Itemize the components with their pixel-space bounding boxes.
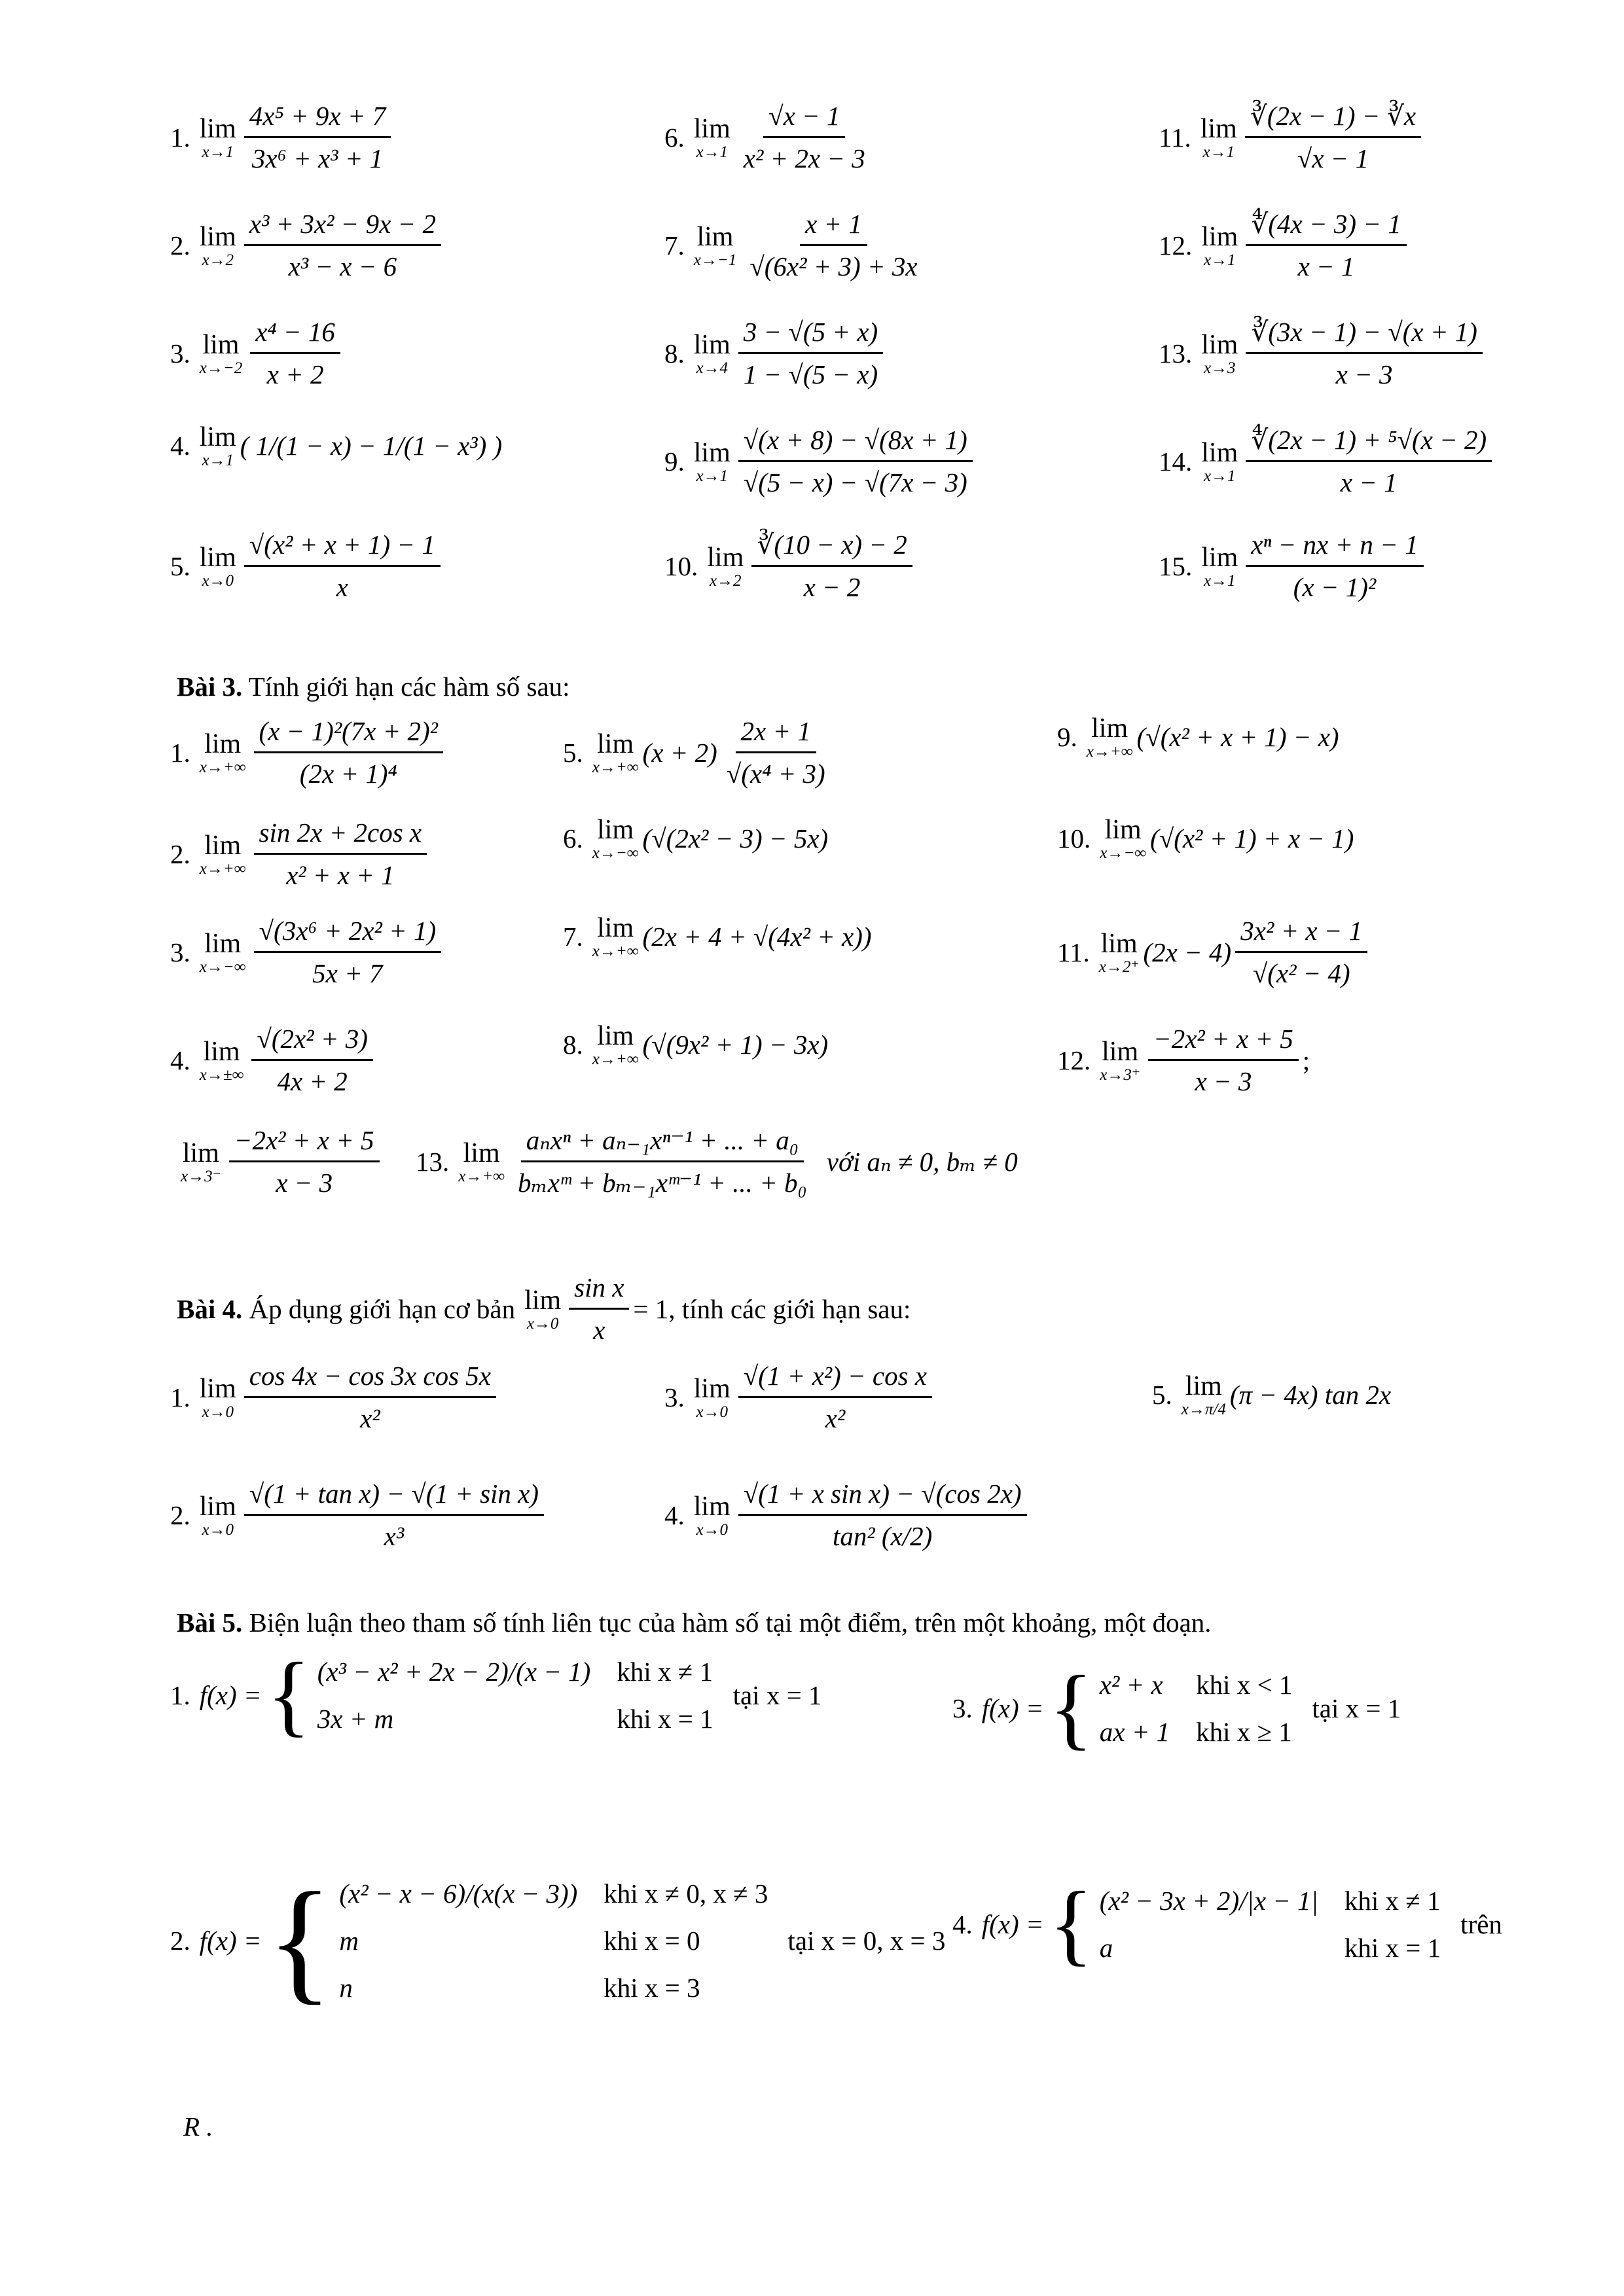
sec2-item-4-lim: lim x→1 [199, 422, 236, 469]
bai5-item-2-case-2-cond: khi x = 0 [604, 1926, 700, 1956]
bai4-item-4-numerator: √(1 + x sin x) − √(cos 2x) [738, 1476, 1027, 1516]
bai5-item-2 [170, 1865, 946, 2017]
sec2-item-13-denominator: x − 3 [1335, 359, 1393, 389]
bai3-extra-limit-sub: x→3⁻ [181, 1167, 221, 1185]
bai4-item-2 [170, 1476, 548, 1554]
bai3-item-6-label: 6. [563, 823, 583, 853]
sec2-item-4-label: 4. [170, 431, 190, 461]
sec2-item-10-label: 10. [664, 550, 698, 581]
bai3-item-13-denominator: bₘxᵐ + bₘ₋₁xᵐ⁻¹ + ... + b₀ [518, 1168, 807, 1198]
bai3-item-13-condition: với aₙ ≠ 0, bₘ ≠ 0 [826, 1146, 1018, 1177]
sec2-item-1-lim: lim x→1 [199, 113, 236, 161]
bai3-item-7-sub: x→+∞ [592, 942, 639, 960]
sec2-item-9-sub: x→1 [696, 467, 729, 485]
sec2-item-5-lim: lim x→0 [199, 542, 236, 590]
bai4-text2: , tính các giới hạn sau: [668, 1293, 911, 1324]
bai4-item-3-label: 3. [664, 1382, 685, 1412]
bai4-item-3 [664, 1358, 936, 1436]
bai3-item-11-denominator: √(x² − 4) [1252, 958, 1350, 988]
sec2-item-2-denominator: x³ − x − 6 [288, 251, 397, 281]
sec2-item-2-label: 2. [170, 230, 190, 260]
bai5-title: Bài 5. [177, 1607, 243, 1638]
bai3-item-12-denominator: x − 3 [1195, 1066, 1252, 1096]
bai3-item-2-numerator: sin 2x + 2cos x [254, 815, 427, 855]
bai5-item-1-case-1-cond: khi x ≠ 1 [617, 1657, 713, 1687]
bai3-item-10 [1057, 815, 1354, 862]
bai3-item-13-sub: x→+∞ [458, 1167, 505, 1185]
bai5-item-2-label: 2. [170, 1926, 190, 1956]
sec2-item-10-lim: lim x→2 [707, 542, 744, 590]
bai4-item-4-sub: x→0 [696, 1520, 729, 1539]
bai4-item-5-lim: lim x→π/4 [1181, 1371, 1226, 1418]
sec2-item-6-fraction [738, 98, 871, 176]
bai4-item-1-lim: lim x→0 [199, 1373, 236, 1421]
bai3-item-1-fraction [254, 713, 443, 791]
bai3-item-3-fraction [254, 913, 442, 991]
sec2-item-14 [1159, 422, 1496, 500]
sec2-item-10 [664, 527, 916, 605]
bai3-extra-limit-fraction [229, 1122, 380, 1200]
bai3-item-6-lim: lim x→−∞ [592, 815, 639, 862]
bai4-basic-limit: lim x→0 [524, 1285, 562, 1333]
bai3-item-3-numerator: √(3x⁶ + 2x² + 1) [254, 913, 442, 953]
sec2-item-5 [170, 527, 444, 605]
sec2-item-9-label: 9. [664, 446, 685, 476]
bai5-item-3-at: tại x = 1 [1312, 1693, 1401, 1723]
bai4-item-1 [170, 1358, 500, 1436]
bai3-heading [177, 671, 570, 702]
sec2-item-1-fraction [244, 98, 391, 176]
sec2-item-9-lim: lim x→1 [693, 437, 731, 485]
sec2-item-14-sub: x→1 [1203, 467, 1236, 485]
bai4-item-4-denominator: tan² (x/2) [832, 1521, 933, 1551]
bai4-title: Bài 4. [177, 1293, 243, 1324]
bai3-item-8-sub: x→+∞ [592, 1050, 639, 1068]
bai5-item-1-case-2-expr: 3x + m [317, 1704, 394, 1734]
bai5-item-1-case-1-expr: (x³ − x² + 2x − 2)/(x − 1) [317, 1657, 591, 1687]
sec2-item-13-numerator: ∛(3x − 1) − √(x + 1) [1246, 314, 1483, 354]
bai3-item-9-expression: (√(x² + x + 1) − x) [1136, 722, 1339, 752]
bai3-item-10-sub: x→−∞ [1100, 844, 1147, 862]
bai4-item-3-lim: lim x→0 [693, 1373, 731, 1421]
bai5-item-3 [952, 1657, 1401, 1759]
sec2-item-12-denominator: x − 1 [1297, 251, 1355, 281]
bai3-item-11-fraction [1235, 913, 1367, 991]
sec2-item-7-sub: x→−1 [693, 251, 737, 269]
sec2-item-7-lim: lim x→−1 [693, 221, 737, 269]
bai5-item-2-case-1-expr: (x² − x − 6)/(x(x − 3)) [339, 1878, 578, 1909]
sec2-item-11-label: 11. [1159, 122, 1191, 152]
bai3-item-3-sub: x→−∞ [199, 958, 246, 976]
sec2-item-6-numerator: √x − 1 [763, 98, 845, 138]
sec2-item-9-numerator: √(x + 8) − √(8x + 1) [738, 422, 973, 462]
bai4-item-1-fraction [244, 1358, 496, 1436]
bai5-item-2-case-1-cond: khi x ≠ 0, x ≠ 3 [604, 1878, 768, 1909]
sec2-item-10-numerator: ∛(10 − x) − 2 [751, 527, 912, 567]
sec2-item-11 [1159, 98, 1425, 176]
bai4-item-2-label: 2. [170, 1499, 190, 1530]
bai3-item-8 [563, 1021, 828, 1068]
sec2-item-12 [1159, 206, 1411, 284]
bai3-item-10-lim: lim x→−∞ [1100, 815, 1147, 862]
bai4-item-4 [664, 1476, 1031, 1554]
bai3-item-8-lim: lim x→+∞ [592, 1021, 639, 1068]
sec2-item-4-expression: ( 1/(1 − x) − 1/(1 − x³) ) [240, 431, 503, 461]
sec2-item-10-sub: x→2 [709, 571, 742, 590]
sec2-item-7-label: 7. [664, 230, 685, 260]
sec2-item-1-sub: x→1 [202, 143, 234, 161]
bai3-item-4-lim: lim x→±∞ [199, 1036, 244, 1084]
bai3-item-2-fraction [254, 815, 427, 893]
sec2-item-8-label: 8. [664, 338, 685, 368]
sec2-item-11-fraction [1245, 98, 1421, 176]
bai5-item-3-brace: { [1049, 1657, 1093, 1759]
sec2-item-7-denominator: √(6x² + 3) + 3x [749, 251, 918, 281]
sec2-item-3-numerator: x⁴ − 16 [250, 314, 340, 354]
bai3-item-5-lim: lim x→+∞ [592, 728, 639, 776]
sec2-item-6-sub: x→1 [696, 143, 729, 161]
sec2-item-14-fraction [1246, 422, 1492, 500]
bai3-item-6-expression: (√(2x² − 3) − 5x) [642, 823, 829, 853]
bai4-item-2-denominator: x³ [384, 1521, 405, 1551]
sec2-item-8-fraction [738, 314, 883, 392]
sec2-item-1-numerator: 4x⁵ + 9x + 7 [244, 98, 391, 138]
sec2-item-10-fraction [751, 527, 912, 605]
sec2-item-13-fraction [1246, 314, 1483, 392]
sec2-item-11-denominator: √x − 1 [1297, 143, 1369, 173]
bai5-item-1-label: 1. [170, 1680, 190, 1710]
sec2-item-3-fraction [250, 314, 340, 392]
bai3-item-3-label: 3. [170, 937, 190, 967]
sec2-item-13-sub: x→3 [1203, 359, 1236, 377]
sec2-item-15-fraction [1246, 527, 1423, 605]
sec2-item-7 [664, 206, 927, 284]
bai5-item-2-case-3-expr: n [339, 1973, 353, 2003]
sec2-item-1-denominator: 3x⁶ + x³ + 1 [251, 143, 384, 173]
bai3-item-12-sub: x→3⁺ [1100, 1066, 1141, 1084]
bai5-item-4 [952, 1873, 1502, 1975]
bai3-item-13-label: 13. [416, 1146, 450, 1177]
sec2-item-5-fraction [244, 527, 441, 605]
bai3-item-5-fraction [721, 713, 831, 791]
sec2-item-7-fraction [744, 206, 922, 284]
sec2-item-13-lim: lim x→3 [1201, 329, 1238, 377]
bai3-item-12-fraction [1148, 1021, 1299, 1099]
sec2-item-1 [170, 98, 395, 176]
bai3-item-9-lim: lim x→+∞ [1086, 713, 1133, 761]
bai3-item-3 [170, 913, 445, 991]
bai4-item-3-fraction [738, 1358, 932, 1436]
bai3-extra-limit [171, 1122, 384, 1200]
bai3-item-3-denominator: 5x + 7 [312, 958, 383, 988]
bai3-item-11-label: 11. [1057, 937, 1090, 967]
bai3-item-5-sub: x→+∞ [592, 758, 639, 776]
bai3-item-8-label: 8. [563, 1030, 583, 1060]
sec2-item-6-label: 6. [664, 122, 685, 152]
bai4-item-2-sub: x→0 [202, 1520, 234, 1539]
sec2-item-11-sub: x→1 [1202, 143, 1235, 161]
bai5-item-2-at: tại x = 0, x = 3 [787, 1926, 946, 1956]
bai4-item-4-lim: lim x→0 [693, 1491, 731, 1539]
bai5-item-4-lhs: f(x) = [981, 1909, 1044, 1939]
bai3-item-4 [170, 1021, 377, 1099]
sec2-item-12-fraction [1246, 206, 1406, 284]
bai4-item-3-denominator: x² [825, 1403, 846, 1433]
bai5-item-4-at: trên [1460, 1909, 1502, 1939]
bai5-item-4-case-1-cond: khi x ≠ 1 [1344, 1886, 1441, 1916]
bai3-item-5-numerator: 2x + 1 [736, 713, 816, 753]
bai4-item-5-sub: x→π/4 [1181, 1401, 1226, 1418]
bai4-item-5 [1152, 1371, 1391, 1418]
bai3-item-10-expression: (√(x² + 1) + x − 1) [1150, 823, 1354, 853]
bai4-basic-fraction: $\frac{\text{sin x}}{x}$ [569, 1270, 629, 1348]
bai3-item-1-denominator: (2x + 1)⁴ [299, 759, 397, 789]
sec2-item-2-sub: x→2 [202, 251, 234, 269]
sec2-item-12-lim: lim x→1 [1201, 221, 1238, 269]
bai3-extra-limit-lim: lim x→3⁻ [181, 1138, 221, 1185]
bai4-heading [177, 1270, 911, 1348]
sec2-item-15-denominator: (x − 1)² [1293, 572, 1377, 602]
bai3-item-5 [563, 713, 835, 791]
bai3-item-4-denominator: 4x + 2 [277, 1066, 348, 1096]
bai3-item-2-label: 2. [170, 838, 190, 869]
sec2-item-2-lim: lim x→2 [199, 221, 236, 269]
bai3-item-7-expression: (2x + 4 + √(4x² + x)) [642, 922, 872, 952]
bai5-item-2-brace: { [266, 1865, 333, 2017]
bai3-item-2-denominator: x² + x + 1 [286, 860, 395, 890]
sec2-item-11-lim: lim x→1 [1200, 113, 1237, 161]
bai3-item-5-prefactor: (x + 2) [642, 737, 717, 768]
bai3-text: Tính giới hạn các hàm số sau: [248, 672, 570, 702]
bai5-item-3-case-1-cond: khi x < 1 [1196, 1670, 1293, 1700]
bai3-item-7-lim: lim x→+∞ [592, 913, 639, 960]
bai3-item-5-label: 5. [563, 737, 583, 768]
bai4-item-3-sub: x→0 [696, 1403, 729, 1421]
bai5-item-3-case-1-expr: x² + x [1099, 1670, 1163, 1700]
bai5-heading [177, 1607, 1212, 1638]
sec2-item-6-lim: lim x→1 [693, 113, 731, 161]
bai3-item-4-numerator: √(2x² + 3) [251, 1021, 372, 1061]
bai5-item-3-label: 3. [952, 1693, 973, 1723]
sec2-item-15 [1159, 527, 1428, 605]
bai5-item-3-cases [1100, 1669, 1293, 1748]
bai3-item-1-label: 1. [170, 737, 190, 768]
bai4-item-4-label: 4. [664, 1499, 685, 1530]
bai5-item-2-case-2-expr: m [339, 1926, 359, 1956]
sec2-item-14-numerator: ∜(2x − 1) + ⁵√(x − 2) [1246, 422, 1492, 462]
sec2-item-9-denominator: √(5 − x) − √(7x − 3) [743, 467, 967, 497]
bai5-item-2-case-3-cond: khi x = 3 [604, 1973, 700, 2003]
bai4-item-5-label: 5. [1152, 1380, 1172, 1410]
sec2-item-4-sub: x→1 [202, 452, 234, 469]
bai3-item-2 [170, 815, 431, 893]
bai3-item-5-denominator: √(x⁴ + 3) [726, 759, 825, 789]
sec2-item-15-sub: x→1 [1203, 571, 1236, 590]
sec2-item-8-lim: lim x→4 [693, 329, 731, 377]
sec2-item-9 [664, 422, 977, 500]
bai3-item-1-numerator: (x − 1)²(7x + 2)² [254, 713, 443, 753]
bai5-item-4-case-2-expr: a [1099, 1933, 1113, 1963]
bai3-item-8-expression: (√(9x² + 1) − 3x) [642, 1030, 829, 1060]
bai5-item-1-at: tại x = 1 [732, 1680, 822, 1710]
bai4-item-1-label: 1. [170, 1382, 190, 1412]
bai4-item-2-fraction [244, 1476, 544, 1554]
bai3-item-7 [563, 913, 872, 960]
sec2-item-9-fraction [738, 422, 973, 500]
bai3-item-3-lim: lim x→−∞ [199, 928, 246, 976]
bai5-item-1-case-2-cond: khi x = 1 [617, 1704, 713, 1734]
sec2-item-10-denominator: x − 2 [803, 572, 861, 602]
sec2-item-2-fraction [244, 206, 441, 284]
sec2-item-2-numerator: x³ + 3x² − 9x − 2 [244, 206, 441, 246]
bai5-item-4-case-2-cond: khi x = 1 [1344, 1933, 1441, 1963]
sec2-item-3-label: 3. [170, 338, 190, 368]
bai3-item-11-sub: x→2⁺ [1098, 958, 1140, 976]
bai5-item-3-case-2-expr: ax + 1 [1099, 1717, 1170, 1747]
bai5-item-1-cases [317, 1656, 713, 1734]
bai4-item-4-fraction [738, 1476, 1027, 1554]
bai4-item-2-numerator: √(1 + tan x) − √(1 + sin x) [244, 1476, 544, 1516]
bai3-item-11-prefactor: (2x − 4) [1143, 937, 1232, 967]
bai3-item-12 [1057, 1021, 1310, 1099]
bai5-item-2-lhs: f(x) = [199, 1926, 262, 1956]
sec2-item-5-numerator: √(x² + x + 1) − 1 [244, 527, 441, 567]
sec2-item-3 [170, 314, 344, 392]
bai3-extra-limit-denominator: x − 3 [276, 1168, 333, 1198]
bai3-item-6-sub: x→−∞ [592, 844, 639, 862]
sec2-item-4 [170, 422, 502, 469]
bai4-text1: Áp dụng giới hạn cơ bản [249, 1293, 516, 1324]
bai3-item-1 [170, 713, 447, 791]
bai3-extra-limit-numerator: −2x² + x + 5 [229, 1122, 380, 1162]
bai4-basic-eq: = 1 [633, 1293, 669, 1324]
sec2-item-8-numerator: 3 − √(5 + x) [738, 314, 883, 354]
sec2-item-6 [664, 98, 875, 176]
bai3-item-9-sub: x→+∞ [1086, 743, 1133, 761]
bai5-item-1-lhs: f(x) = [199, 1680, 262, 1710]
bai5-item-1-brace: { [266, 1644, 311, 1746]
sec2-item-15-numerator: xⁿ − nx + n − 1 [1246, 527, 1423, 567]
bai3-item-13-fraction [513, 1122, 812, 1200]
sec2-item-14-denominator: x − 1 [1340, 467, 1398, 497]
sec2-item-13-label: 13. [1159, 338, 1193, 368]
sec2-item-12-label: 12. [1159, 230, 1193, 260]
sec2-item-14-lim: lim x→1 [1201, 437, 1238, 485]
bai3-item-11-numerator: 3x² + x − 1 [1235, 913, 1367, 953]
bai5-item-4-label: 4. [952, 1909, 973, 1939]
sec2-item-6-denominator: x² + 2x − 3 [743, 143, 865, 173]
bai3-item-13 [416, 1122, 1018, 1200]
bai4-item-2-lim: lim x→0 [199, 1491, 236, 1539]
sec2-item-3-lim: lim x→−2 [199, 329, 243, 377]
sec2-item-1-label: 1. [170, 122, 190, 152]
bai5-text: Biện luận theo tham số tính liên tục của hàm số tại một điểm, trên một khoảng, một đoạn. [249, 1607, 1212, 1638]
bai3-item-12-numerator: −2x² + x + 5 [1148, 1021, 1299, 1061]
sec2-item-12-sub: x→1 [1203, 251, 1236, 269]
sec2-item-14-label: 14. [1159, 446, 1193, 476]
sec2-item-13 [1159, 314, 1487, 392]
sec2-item-3-denominator: x + 2 [266, 359, 324, 389]
bai3-item-4-fraction [251, 1021, 372, 1099]
bai5-item-4-case-1-expr: (x² − 3x + 2)/|x − 1| [1099, 1886, 1318, 1916]
bai3-item-2-lim: lim x→+∞ [199, 830, 246, 878]
bai5-item-2-cases [339, 1878, 768, 2003]
bai3-item-4-label: 4. [170, 1045, 190, 1075]
bai3-item-2-sub: x→+∞ [199, 859, 246, 878]
bai5-item-3-case-2-cond: khi x ≥ 1 [1196, 1717, 1292, 1747]
sec2-item-2 [170, 206, 445, 284]
bai3-item-1-sub: x→+∞ [199, 758, 246, 776]
bai3-item-12-lim: lim x→3⁺ [1100, 1036, 1141, 1084]
bai3-item-12-tail: ; [1302, 1045, 1310, 1075]
sec2-item-8 [664, 314, 887, 392]
bai4-item-3-numerator: √(1 + x²) − cos x [738, 1358, 932, 1398]
bai5-item-1 [170, 1644, 822, 1746]
sec2-item-5-denominator: x [336, 572, 348, 602]
bai5-item-4-cases [1100, 1885, 1441, 1964]
bai3-item-10-label: 10. [1057, 823, 1091, 853]
bai3-item-11 [1057, 913, 1371, 991]
page-end-text: R . [183, 2111, 213, 2142]
sec2-item-12-numerator: ∜(4x − 3) − 1 [1246, 206, 1406, 246]
bai4-item-1-numerator: cos 4x − cos 3x cos 5x [244, 1358, 496, 1398]
sec2-item-5-label: 5. [170, 550, 190, 581]
bai3-item-6 [563, 815, 828, 862]
bai3-item-9 [1057, 713, 1339, 761]
bai3-title: Bài 3. [177, 672, 243, 702]
bai3-item-9-label: 9. [1057, 722, 1077, 752]
sec2-item-8-denominator: 1 − √(5 − x) [743, 359, 878, 389]
bai3-item-4-sub: x→±∞ [199, 1066, 244, 1084]
bai3-item-7-label: 7. [563, 922, 583, 952]
sec2-item-7-numerator: x + 1 [800, 206, 867, 246]
bai3-item-13-lim: lim x→+∞ [458, 1138, 505, 1185]
bai3-item-11-lim: lim x→2⁺ [1098, 928, 1140, 976]
bai4-item-1-denominator: x² [360, 1403, 380, 1433]
sec2-item-3-sub: x→−2 [199, 359, 243, 377]
sec2-item-5-sub: x→0 [202, 571, 234, 590]
bai3-item-12-label: 12. [1057, 1045, 1091, 1075]
sec2-item-8-sub: x→4 [696, 359, 729, 377]
bai3-item-13-numerator: aₙxⁿ + aₙ₋₁xⁿ⁻¹ + ... + a₀ [521, 1122, 804, 1162]
bai4-item-1-sub: x→0 [202, 1403, 234, 1421]
sec2-item-15-lim: lim x→1 [1201, 542, 1238, 590]
bai5-item-3-lhs: f(x) = [981, 1693, 1044, 1723]
bai5-item-4-brace: { [1049, 1873, 1093, 1975]
sec2-item-15-label: 15. [1159, 550, 1193, 581]
sec2-item-11-numerator: ∛(2x − 1) − ∛x [1245, 98, 1421, 138]
bai3-item-1-lim: lim x→+∞ [199, 728, 246, 776]
bai4-item-5-expression: (π − 4x) tan 2x [1229, 1380, 1392, 1410]
